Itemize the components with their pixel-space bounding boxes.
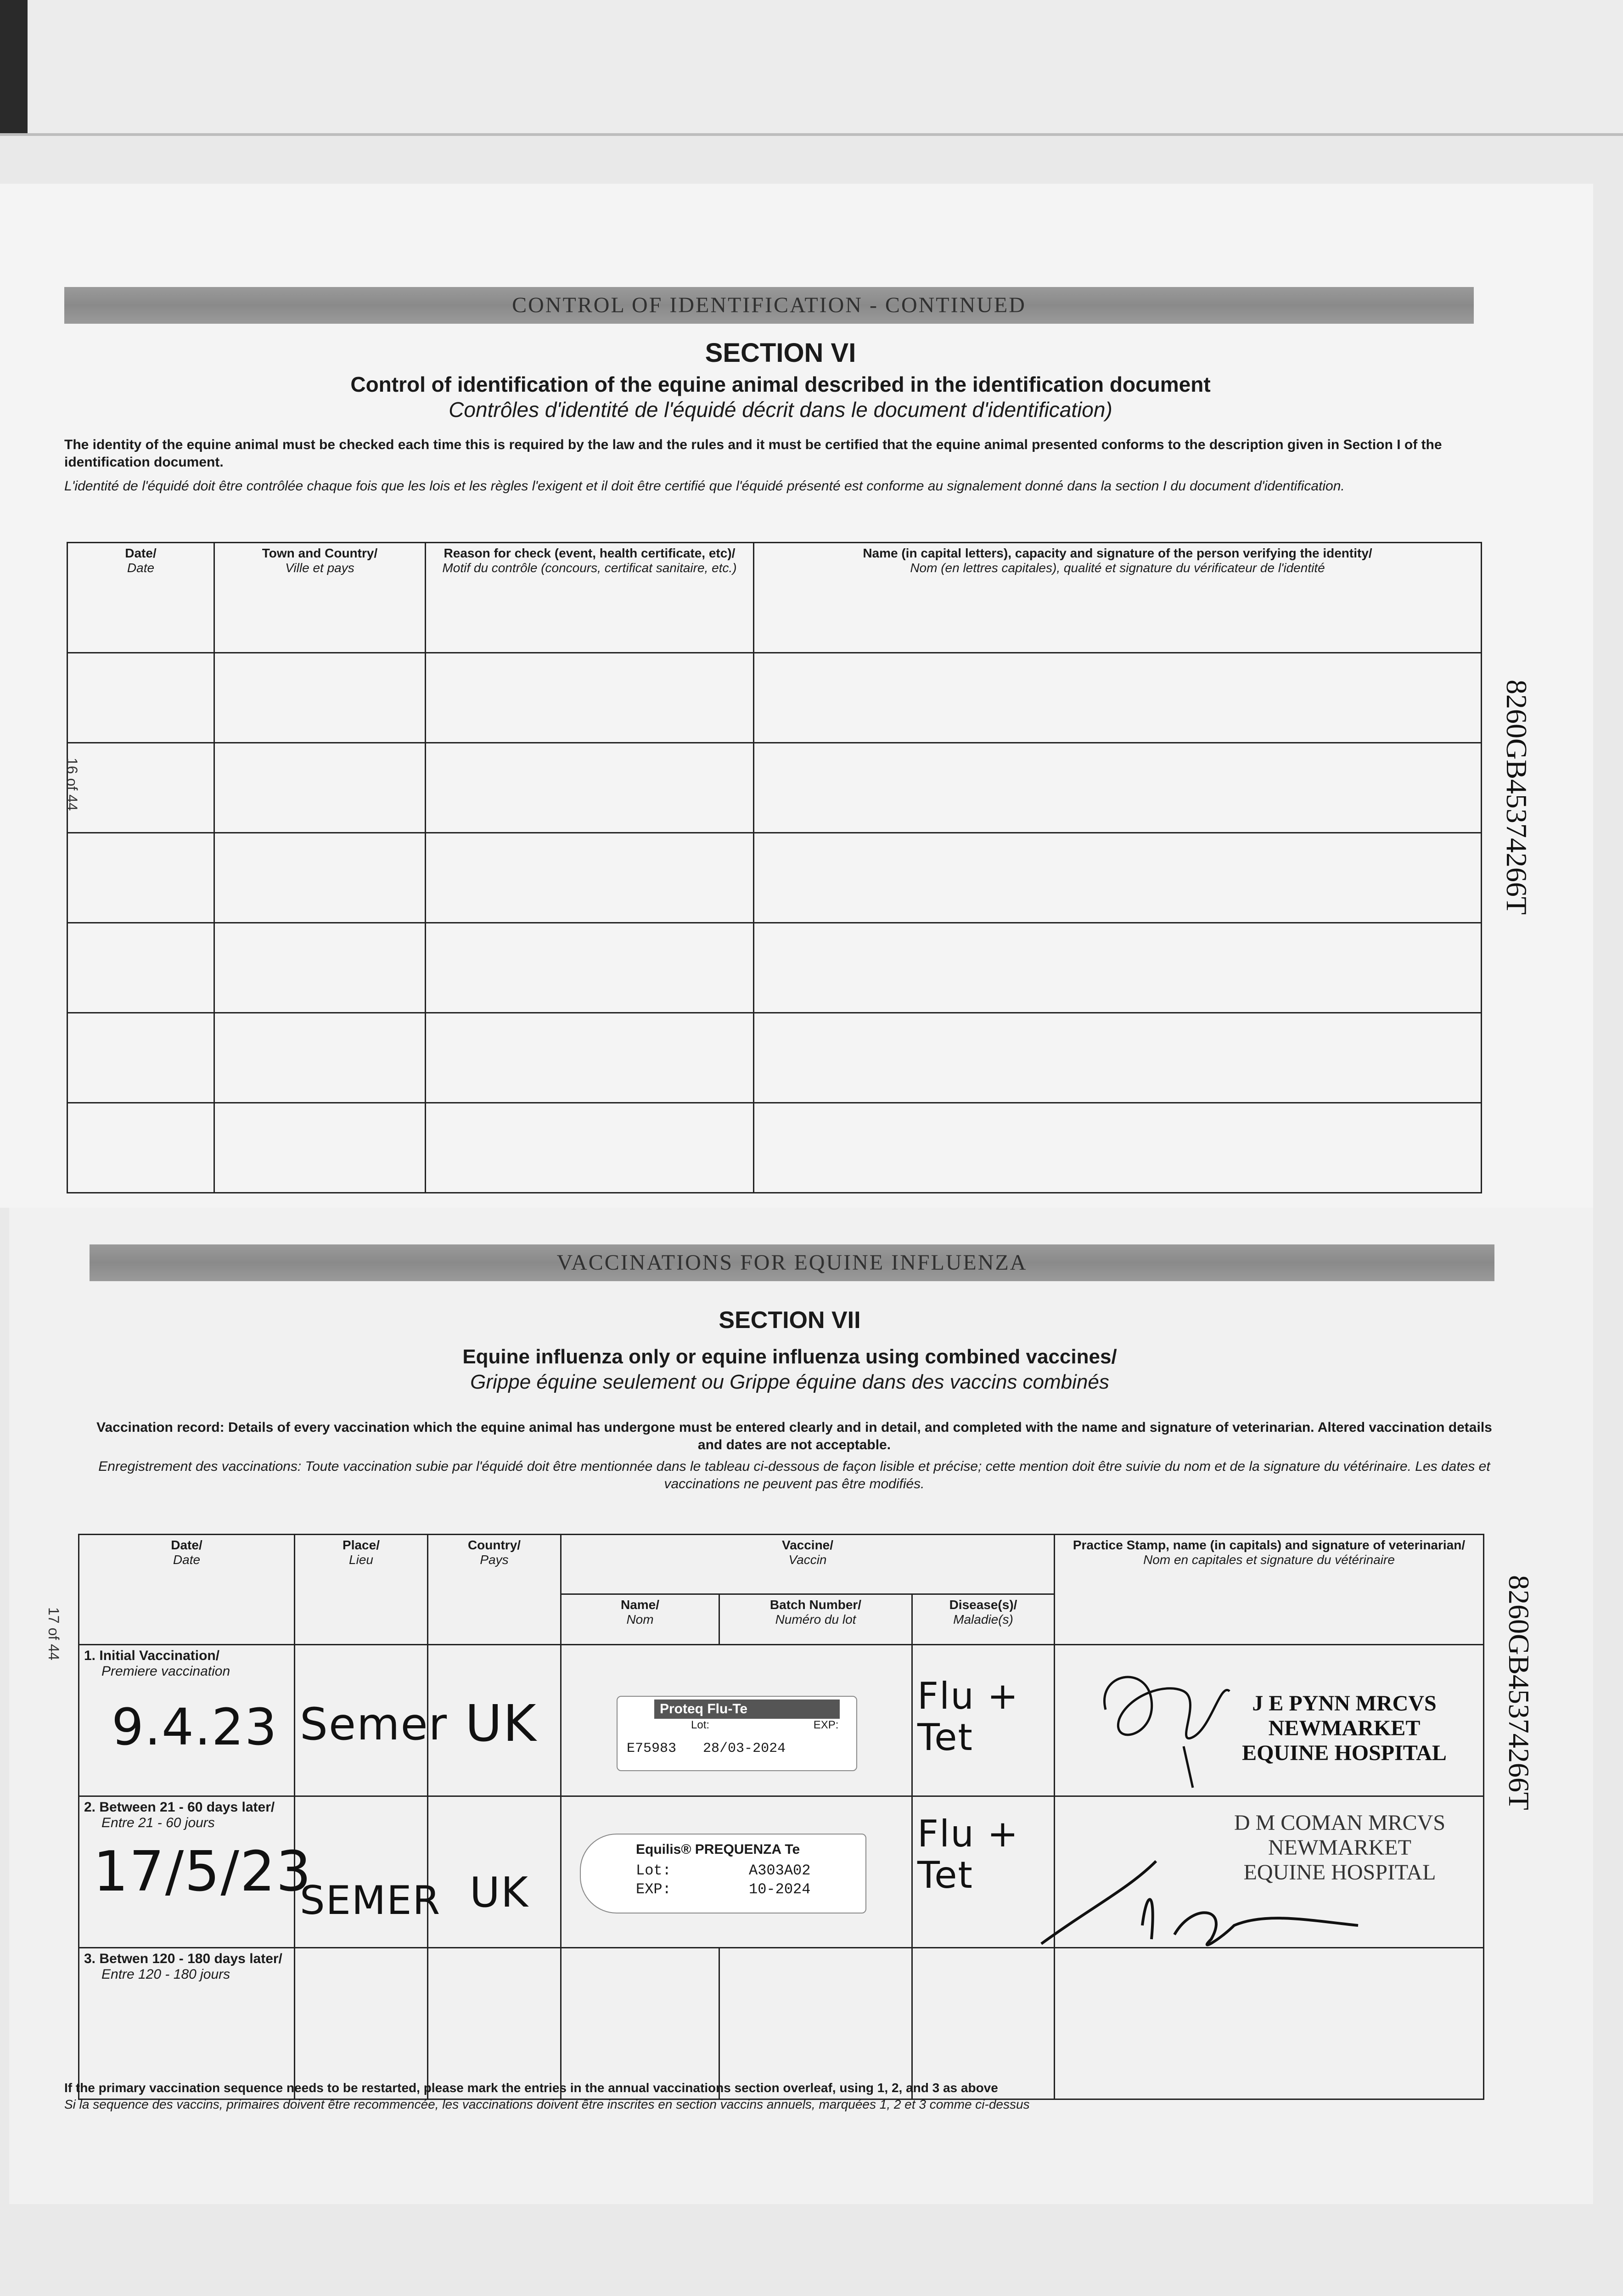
vaccination-country: UK bbox=[465, 1694, 537, 1753]
section-subtitle-fr: Contrôles d'identité de l'équidé décrit dans le document d'identification) bbox=[449, 398, 1112, 422]
vaccination-table bbox=[78, 1534, 1484, 2100]
instruction-note: The identity of the equine animal must be checked each time this is required by the law and the rules and it must be certified that the equine animal presented conforms to the description given in Section I of the identification document. bbox=[64, 437, 1442, 470]
row-stamp-cell bbox=[1055, 1796, 1484, 1948]
col-stamp: Practice Stamp, name (in capitals) and signature of veterinarian/ Nom en capitales et signature du vétérinaire bbox=[1055, 1535, 1484, 1645]
vaccine-lot: A303A02 bbox=[749, 1862, 811, 1879]
col-date: Date/ Date bbox=[67, 543, 214, 653]
footer-note: If the primary vaccination sequence needs to be restarted, please mark the entries in the annual vaccinations section overleaf, using 1, 2, and 3 as above bbox=[64, 2081, 998, 2095]
vaccine-lot: E75983 bbox=[627, 1741, 677, 1756]
section-band: VACCINATIONS FOR EQUINE INFLUENZA bbox=[90, 1244, 1494, 1281]
practice-stamp: J E PYNN MRCVS NEWMARKET EQUINE HOSPITAL bbox=[1242, 1691, 1447, 1765]
section-band: CONTROL OF IDENTIFICATION - CONTINUED bbox=[64, 287, 1474, 324]
vaccine-disease: Flu + Tet bbox=[917, 1675, 1019, 1759]
col-vaccine-name: Name/ Nom bbox=[561, 1594, 719, 1645]
vaccine-sticker: Equilis® PREQUENZA Te Lot: A303A02 EXP: 10-2024 bbox=[580, 1834, 866, 1913]
identification-page bbox=[0, 184, 1593, 1208]
row-vaccine-cell bbox=[561, 1796, 912, 1948]
vaccine-brand: Proteq Flu-Te bbox=[660, 1701, 748, 1716]
col-vaccine: Vaccine/ Vaccin bbox=[561, 1535, 1055, 1594]
vaccination-country: UK bbox=[470, 1868, 529, 1917]
section-title: SECTION VI bbox=[705, 338, 856, 368]
col-town-country: Town and Country/ Ville et pays bbox=[214, 543, 426, 653]
table-header-row bbox=[79, 1535, 1484, 1594]
instruction-note-fr: L'identité de l'équidé doit être contrôlée chaque fois que les lois et les règles l'exigent et il doit être certifié que l'équidé présenté est conforme au signalement donné dans la section I du document d'identification. bbox=[64, 478, 1345, 494]
row-date-cell: 2. Between 21 - 60 days later/ Entre 21 - 60 jours 17/5/23 bbox=[79, 1796, 295, 1948]
table-row bbox=[67, 833, 1482, 923]
passport-number: 8260GB45374266T bbox=[1503, 1575, 1535, 1810]
vaccine-disease: Flu + Tet bbox=[917, 1812, 1019, 1896]
instruction-note: Vaccination record: Details of every vaccination which the equine animal has undergone must be entered clearly and in detail, and completed with the name and signature of veterinarian. Altered vaccination details and dates are not acceptable. bbox=[96, 1420, 1492, 1452]
vaccination-date: 17/5/23 bbox=[93, 1840, 312, 1904]
passport-number: 8260GB45374266T bbox=[1500, 680, 1533, 915]
vaccine-exp: 28/03-2024 bbox=[703, 1741, 786, 1756]
vet-signature bbox=[1037, 1834, 1450, 1953]
table-row bbox=[79, 1796, 1484, 1948]
vaccination-place: SEMER bbox=[300, 1878, 441, 1924]
table-row bbox=[67, 923, 1482, 1013]
row-country-cell bbox=[428, 1645, 561, 1796]
section-subtitle-fr: Grippe équine seulement ou Grippe équine dans des vaccins combinés bbox=[470, 1371, 1109, 1393]
vaccine-brand: Equilis® PREQUENZA Te bbox=[636, 1842, 800, 1857]
row-disease-cell bbox=[912, 1645, 1055, 1796]
col-country: Country/ Pays bbox=[428, 1535, 561, 1645]
row-date-cell: 3. Betwen 120 - 180 days later/ Entre 120 - 180 jours bbox=[79, 1948, 295, 2099]
col-batch-number: Batch Number/ Numéro du lot bbox=[719, 1594, 912, 1645]
section-subtitle: Control of identification of the equine animal described in the identification document bbox=[350, 372, 1211, 396]
col-place: Place/ Lieu bbox=[295, 1535, 428, 1645]
page-number: 16 of 44 bbox=[64, 758, 80, 811]
table-header-row bbox=[67, 543, 1482, 653]
row-stamp-cell bbox=[1055, 1645, 1484, 1796]
practice-stamp: D M COMAN MRCVS NEWMARKET EQUINE HOSPITAL bbox=[1234, 1811, 1446, 1885]
vaccine-exp: 10-2024 bbox=[749, 1881, 811, 1898]
row-date-cell: 1. Initial Vaccination/ Premiere vaccination 9.4.23 bbox=[79, 1645, 295, 1796]
row-country-cell bbox=[428, 1796, 561, 1948]
page-number: 17 of 44 bbox=[45, 1607, 62, 1660]
section-title: SECTION VII bbox=[719, 1307, 861, 1334]
vaccine-sticker: Proteq Flu-Te Lot: EXP: E75983 28/03-2024 bbox=[617, 1696, 857, 1771]
footer-note-fr: Si la sequence des vaccins, primaires doivent être recommencée, les vaccinations doivent être inscrites en section vaccins annuels, marquées 1, 2 et 3 comme ci-dessus bbox=[64, 2097, 1030, 2111]
row-vaccine-cell bbox=[561, 1645, 912, 1796]
row-disease-cell bbox=[912, 1796, 1055, 1948]
background-top bbox=[0, 0, 1623, 138]
vaccination-page bbox=[9, 1208, 1593, 2204]
section-subtitle: Equine influenza only or equine influenza using combined vaccines/ bbox=[462, 1345, 1117, 1368]
col-disease: Disease(s)/ Maladie(s) bbox=[912, 1594, 1055, 1645]
table-row bbox=[67, 1013, 1482, 1103]
col-reason: Reason for check (event, health certificate, etc)/ Motif du contrôle (concours, certificat sanitaire, etc.) bbox=[426, 543, 754, 653]
col-verifier: Name (in capital letters), capacity and signature of the person verifying the identity/ Nom (en lettres capitales), qualité et signature du vérificateur de l'identité bbox=[754, 543, 1482, 653]
row-place-cell bbox=[295, 1796, 441, 1948]
table-row bbox=[79, 1948, 1484, 2099]
identification-table bbox=[67, 542, 1482, 1193]
instruction-note-fr: Enregistrement des vaccinations: Toute vaccination subie par l'équidé doit être mentionnée dans le tableau ci-dessous de façon lisible et précise; cette mention doit être suivie du nom et de la signature du vétérinaire. Les dates et vaccinations ne peuvent pas être modifiés. bbox=[98, 1459, 1490, 1491]
table-row bbox=[67, 653, 1482, 743]
vaccination-place: Semer bbox=[300, 1699, 448, 1750]
table-row bbox=[67, 1103, 1482, 1193]
col-date: Date/ Date bbox=[79, 1535, 295, 1645]
table-row bbox=[67, 743, 1482, 833]
vaccination-date: 9.4.23 bbox=[112, 1698, 278, 1756]
table-row bbox=[79, 1645, 1484, 1796]
row-place-cell bbox=[295, 1645, 448, 1796]
